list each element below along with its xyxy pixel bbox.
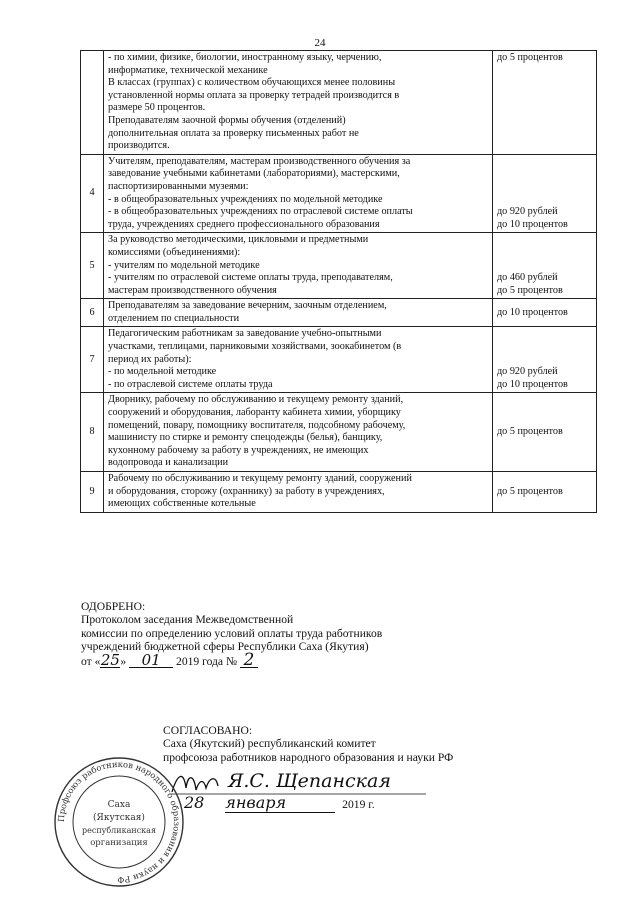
description-line: дополнительная оплата за проверку письменных работ не [108,127,359,139]
approved-line-1: Протоколом заседания Межведомственной [81,613,294,627]
description-line: информатике, технической механике [108,64,268,76]
row-description [104,327,493,393]
row-amount [493,327,597,393]
date-prefix: от « [81,654,101,668]
amount-value: до 460 рублей [497,272,558,284]
stamp-center-line-2: (Якутская) [93,813,145,823]
row-amount [493,393,597,472]
row-amount [493,472,597,513]
row-amount [493,233,597,299]
table-row [81,154,597,233]
description-line: производится. [108,140,170,152]
agreed-year: 2019 г. [342,798,375,811]
table-row [81,327,597,393]
stamp-center-line-1: Саха [107,800,131,810]
row-description [104,393,493,472]
description-line: машинисту по стирке и ремонту спецодежды (белья), банщику, [108,432,383,444]
stamp-seal [52,755,186,889]
agreed-line-2: профсоюза работников народного образования и науки РФ [163,750,454,764]
agreed-month: января [225,793,335,813]
description-line: период их работы): [108,353,192,365]
amount-value: до 5 процентов [497,52,563,63]
description-line: паспортизированными музеями: [108,180,249,192]
row-description [104,299,493,327]
approved-block [81,600,382,668]
description-line: комиссиями (объединениями): [108,246,241,258]
row-number: 7 [81,327,104,393]
amount-value: до 10 процентов [497,378,568,390]
agreed-date-line [168,793,438,813]
description-line: труда, учреждениях среднего профессионального образования [108,218,380,230]
description-line: мастерам производственного обучения [108,284,277,296]
row-description [104,154,493,233]
stamp-center-line-4: организация [90,838,148,848]
description-line: кухонному рабочему за работу в учреждениях, не имеющих [108,444,369,456]
row-description [104,472,493,513]
row-amount [493,299,597,327]
approved-line-3: учреждений бюджетной сферы Республики Саха (Якутия) [81,640,369,654]
description-line: отделением по специальности [108,312,240,324]
stamp-center-line-3: республиканская [81,826,157,835]
amount-value: до 920 рублей [497,366,558,378]
description-line: - в общеобразовательных учреждениях по отраслевой системе оплаты [108,206,413,218]
description-line: - по химии, физике, биологии, иностранному языку, черчению, [108,52,382,63]
amount-value: до 5 процентов [497,284,563,296]
description-line: имеющих собственные котельные [108,498,256,510]
agreed-heading: СОГЛАСОВАНО: [163,724,253,737]
agreed-line-1: Саха (Якутский) республиканский комитет [163,737,376,751]
amount-value: до 10 процентов [497,306,568,318]
description-line: Дворнику, рабочему по обслуживанию и текущему ремонту зданий, [108,394,404,406]
approved-number: 2 [240,654,258,668]
page-number: 24 [314,37,326,49]
description-line: Учителям, преподавателям, мастерам производственного обучения за [108,155,411,167]
amount-value: до 10 процентов [497,218,568,230]
date-mid: » [120,654,127,668]
description-line: - по модельной методике [108,366,217,378]
table-row [81,472,597,513]
row-number: 8 [81,393,104,472]
description-line: - учителям по модельной методике [108,259,260,271]
stamp-ring-text: Профсоюз работников народного образования и науки РФ [55,758,183,886]
description-line: За руководство методическими, цикловыми и предметными [108,234,369,246]
row-description [104,233,493,299]
row-description [104,51,493,155]
description-line: установленной нормы оплата за проверку тетрадей производится в [108,89,400,101]
description-line: участками, теплицами, парниковыми хозяйствами, зоокабинетом (в [108,341,402,353]
description-line: заведование учебными кабинетами (лабораториями), мастерскими, [108,168,400,180]
approved-day: 25 [100,650,120,669]
description-line: Педагогическим работникам за заведование учебно-опытными [108,328,382,340]
description-line: Рабочему по обслуживанию и текущему ремонту зданий, сооружений [108,473,412,484]
description-line: водопровода и канализации [108,457,229,469]
description-line: - в общеобразовательных учреждениях по модельной методике [108,193,383,205]
description-line: размере 50 процентов. [108,102,206,114]
signature-name: Я.С. Щепанская [228,770,391,792]
organization-stamp [52,755,186,889]
amount-value: до 920 рублей [497,206,558,218]
description-line: В классах (группах) с количеством обучающихся менее половины [108,77,396,89]
row-amount [493,51,597,155]
agreed-day: 28 [184,793,205,812]
approved-date-line [81,649,382,670]
agreed-block [163,724,453,764]
row-number: 9 [81,472,104,513]
row-number: 5 [81,233,104,299]
description-line: и оборудования, сторожу (охраннику) за работу в учреждениях, [108,485,385,497]
amount-value: до 5 процентов [497,485,563,497]
table-row [81,393,597,472]
row-number: 4 [81,154,104,233]
description-line: помещений, повару, помощнику воспитателя, подсобному рабочему, [108,419,406,431]
approved-heading: ОДОБРЕНО: [81,600,146,613]
approved-year-text: 2019 года № [176,654,238,668]
description-line: сооружений и оборудования, лаборанту кабинета химии, уборщику [108,407,401,419]
row-number: 6 [81,299,104,327]
description-line: Преподавателям заочной формы обучения (отделений) [108,114,346,126]
table-row [81,233,597,299]
row-amount [493,154,597,233]
description-line: Преподавателям за заведование вечерним, заочным отделением, [108,300,387,312]
amount-value: до 5 процентов [497,425,563,437]
table-row [81,299,597,327]
description-line: - учителям по отраслевой системе оплаты труда, преподавателям, [108,272,393,284]
allowances-table [80,50,597,513]
approved-line-2: комиссии по определению условий оплаты труда работников [81,626,383,640]
approved-month: 01 [129,654,173,668]
table-row [81,51,597,155]
row-number [81,51,104,155]
description-line: - по отраслевой системе оплаты труда [108,378,273,390]
